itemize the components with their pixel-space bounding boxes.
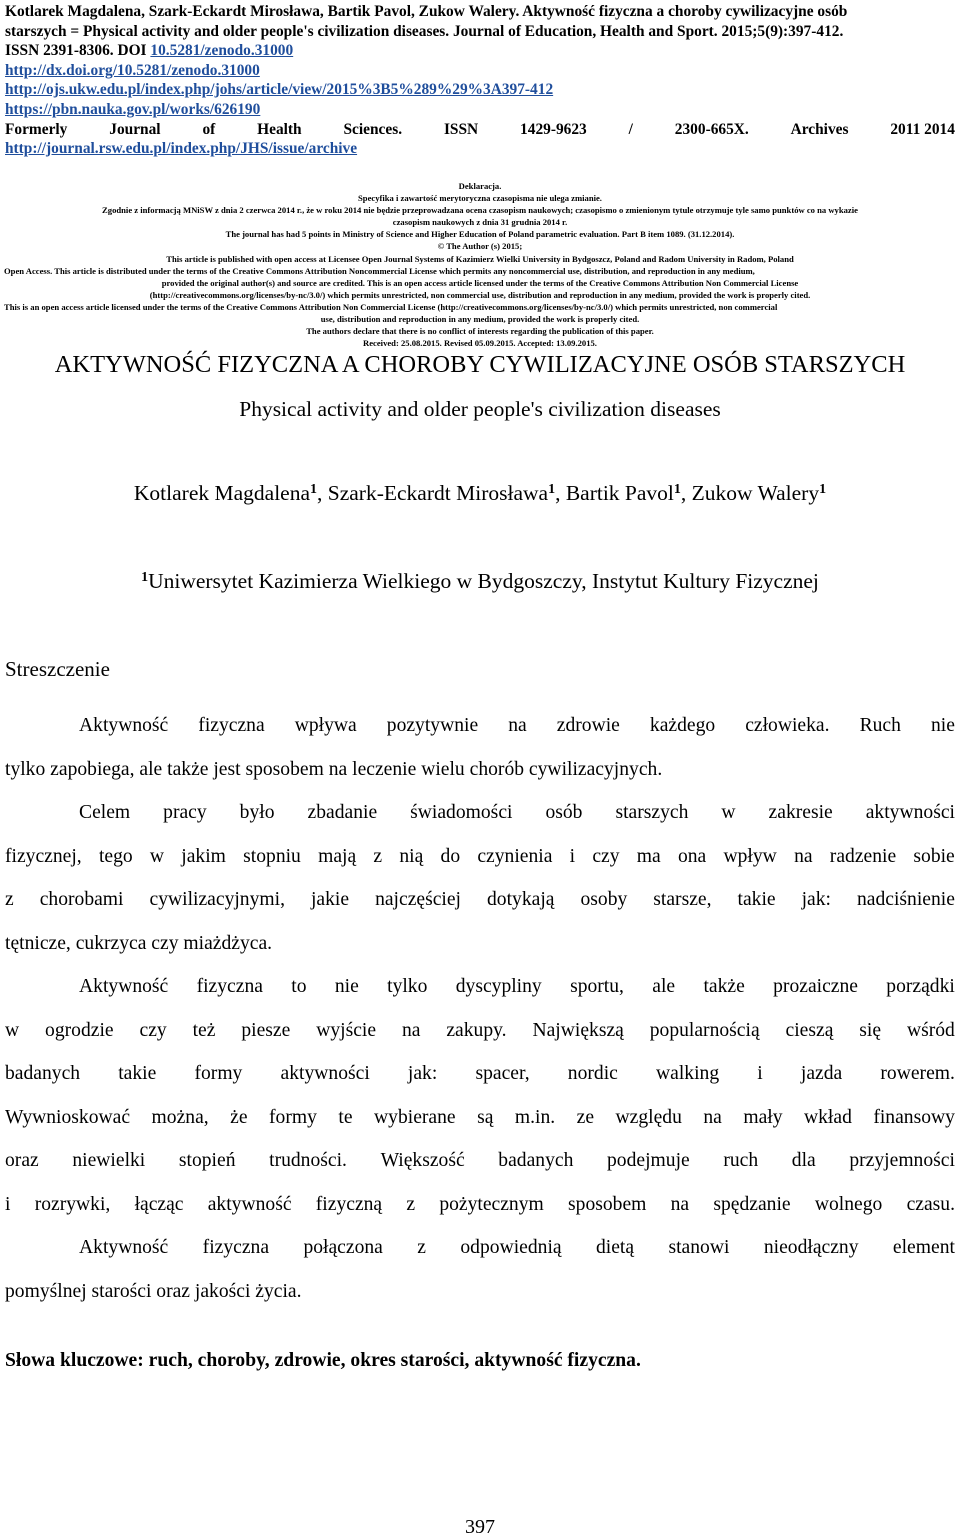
word: Ruch — [859, 715, 901, 736]
word: Największą — [532, 1019, 624, 1041]
word: formy — [194, 1063, 243, 1084]
doi-link[interactable]: 10.5281/zenodo.31000 — [150, 42, 294, 60]
archive-link[interactable]: http://journal.rsw.edu.pl/index.php/JHS/issue/archive — [5, 140, 358, 158]
abstract-line — [5, 1226, 955, 1270]
word: pożytecznym — [439, 1193, 544, 1215]
formerly-line — [5, 120, 955, 140]
formerly-word: Journal — [109, 120, 161, 138]
word: spacer, — [475, 1063, 530, 1084]
word: fizycznej, — [5, 845, 82, 867]
word: spędzanie — [713, 1193, 791, 1215]
word: jakie — [310, 889, 350, 910]
word: rowerem. — [880, 1063, 955, 1084]
word: tylko — [387, 976, 428, 997]
word: nie — [930, 715, 955, 736]
word: się — [859, 1019, 882, 1041]
word: takie — [118, 1063, 157, 1084]
link-line — [5, 100, 955, 120]
word: ogrodzie — [45, 1019, 114, 1041]
word: ale — [652, 976, 676, 997]
word: te — [338, 1106, 353, 1128]
word: zbadanie — [307, 802, 378, 823]
word: dla — [791, 1150, 816, 1171]
declaration-line: This is an open access article licensed under the terms of the Creative Commons Attribution Non Commercial License (http://creativecommons.org/licenses/by-nc/3.0/) which permits unrestricted, non commercial — [4, 301, 778, 312]
word: też — [192, 1019, 216, 1041]
declaration-line: The journal has had 5 points in Ministry of Science and Higher Education of Poland parametric evaluation. Part B item 1089. (31.12.2014). — [225, 229, 735, 240]
word: nie — [334, 976, 359, 997]
article-subtitle: Physical activity and older people's civilization diseases — [239, 397, 721, 421]
word: jazda — [800, 1063, 843, 1084]
word: takie — [737, 889, 776, 910]
word: fizyczna — [196, 976, 263, 997]
word: piesze — [241, 1019, 291, 1041]
word: dyscypliny — [455, 976, 542, 997]
word: na — [703, 1106, 722, 1128]
formerly-word: 2300-665X. — [674, 120, 749, 138]
word: jakim — [181, 845, 226, 867]
word: osób — [545, 802, 583, 823]
declaration-line: Open Access. This article is distributed under the terms of the Creative Commons Attribution Noncommercial License which permits any noncommercial use, distribution, and reproduction in any medium, — [4, 265, 755, 276]
word: każdego — [649, 715, 716, 736]
declaration-line: czasopism naukowych z dnia 31 grudnia 2014 r. — [392, 217, 568, 228]
word: połączona — [303, 1237, 383, 1258]
word: z — [5, 889, 14, 910]
word: nadciśnienie — [856, 889, 955, 910]
word: względu — [615, 1106, 682, 1128]
word: wśród — [906, 1019, 955, 1041]
word: odpowiednią — [460, 1237, 562, 1258]
word: niewielki — [72, 1150, 146, 1171]
word: czy — [139, 1019, 167, 1041]
affiliation-mark: 1 — [141, 570, 149, 585]
word: cywilizacyjnymi, — [149, 889, 285, 910]
ojs-article-link[interactable]: http://ojs.ukw.edu.pl/index.php/johs/article/view/2015%3B5%289%29%3A397-412 — [5, 81, 554, 99]
word: że — [230, 1106, 248, 1128]
pbn-link[interactable]: https://pbn.nauka.gov.pl/works/626190 — [5, 100, 261, 118]
link-line — [5, 139, 955, 159]
word: fizyczną — [315, 1193, 383, 1215]
word: i — [569, 845, 576, 867]
word: m.in. — [514, 1106, 556, 1128]
word: nieodłączny — [763, 1237, 859, 1258]
word: wyjście — [316, 1019, 377, 1041]
affiliation-text: Uniwersytet Kazimierza Wielkiego w Bydgoszczy, Instytut Kultury Fizycznej — [148, 569, 819, 593]
affiliation-mark: 1 — [310, 482, 318, 497]
affiliation-mark: 1 — [673, 482, 681, 497]
declaration-line: © The Author (s) 2015; — [437, 241, 523, 252]
abstract-line — [5, 1139, 955, 1183]
word: z — [417, 1237, 426, 1258]
formerly-word: Archives — [790, 120, 849, 138]
word: dietą — [596, 1237, 635, 1258]
word: mają — [318, 845, 357, 867]
word: Aktywność — [79, 1237, 169, 1258]
word: i — [5, 1193, 11, 1215]
word: łącząc — [134, 1193, 184, 1215]
abstract-line: tętnicze, cukrzyca czy miażdżyca. — [5, 932, 273, 954]
abstract-line — [5, 965, 955, 1009]
word: osoby — [580, 889, 628, 910]
abstract-line — [5, 1052, 955, 1096]
word: czynienia — [477, 845, 553, 867]
author-name: Zukow Walery — [691, 481, 820, 505]
abstract-body — [5, 704, 955, 1313]
abstract-line: pomyślnej starości oraz jakości życia. — [5, 1280, 302, 1302]
word: stopniu — [243, 845, 301, 867]
declaration-line: The authors declare that there is no conflict of interests regarding the publication of this paper. — [306, 326, 654, 337]
author-list — [0, 478, 960, 508]
word: zdrowie — [556, 715, 620, 736]
formerly-word: Health — [257, 120, 302, 138]
word: ze — [576, 1106, 595, 1128]
word: prozaiczne — [773, 976, 858, 997]
word: wpływ — [723, 845, 777, 867]
word: jak: — [407, 1063, 438, 1084]
word: ruch — [723, 1150, 759, 1171]
abstract-line — [5, 704, 955, 748]
author-separator: , — [555, 481, 566, 505]
page-number: 397 — [465, 1516, 495, 1538]
word: nią — [399, 845, 424, 867]
affiliation — [0, 566, 960, 596]
citation-line: starszych = Physical activity and older people's civilization diseases. Journal of Education, Health and Sport. 2015;5(9):397-412. — [5, 22, 844, 40]
word: badanych — [5, 1063, 81, 1084]
author-name: Bartik Pavol — [565, 481, 674, 505]
word: zakupy. — [446, 1019, 507, 1041]
abstract-line: tylko zapobiega, ale także jest sposobem na leczenie wielu chorób cywilizacyjnych. — [5, 758, 663, 780]
formerly-word: ISSN — [443, 120, 479, 138]
word: można, — [151, 1106, 209, 1128]
abstract-line — [5, 1183, 955, 1227]
word: pozytywnie — [386, 715, 479, 736]
word: i — [757, 1063, 763, 1084]
word: cieszą — [785, 1019, 834, 1041]
word: Większość — [380, 1150, 465, 1171]
formerly-word: / — [628, 120, 633, 138]
word: porządki — [886, 976, 955, 997]
word: pracy — [163, 802, 207, 823]
affiliation-mark: 1 — [548, 482, 556, 497]
author-name: Szark-Eckardt Mirosława — [327, 481, 549, 505]
formerly-word: of — [202, 120, 216, 138]
word: świadomości — [410, 802, 513, 823]
word: tego — [98, 845, 133, 867]
issn-doi-text: ISSN 2391-8306. DOI — [5, 42, 151, 60]
affiliation-mark: 1 — [819, 482, 827, 497]
word: zakresie — [768, 802, 833, 823]
abstract-line — [5, 1096, 955, 1140]
word: radzenie — [829, 845, 897, 867]
issn-doi-line — [5, 41, 955, 61]
dx-doi-link[interactable]: http://dx.doi.org/10.5281/zenodo.31000 — [5, 61, 260, 79]
word: było — [239, 802, 275, 823]
declaration-line: Received: 25.08.2015. Revised 05.09.2015. Accepted: 13.09.2015. — [363, 338, 597, 349]
word: Aktywność — [79, 976, 169, 997]
word: człowieka. — [745, 715, 830, 736]
declaration-line: (http://creativecommons.org/licenses/by-nc/3.0/) which permits unrestricted, non commercial use, distribution and reproduction in any medium, provided the work is properly cited. — [149, 289, 811, 300]
article-title: AKTYWNOŚĆ FIZYCZNA A CHOROBY CYWILIZACYJNE OSÓB STARSZYCH — [54, 351, 906, 378]
word: ona — [677, 845, 707, 867]
word: mały — [743, 1106, 783, 1128]
word: także — [703, 976, 745, 997]
word: czasu. — [906, 1193, 955, 1215]
word: czy — [592, 845, 620, 867]
word: wolnego — [814, 1193, 883, 1215]
citation-line: Kotlarek Magdalena, Szark-Eckardt Mirosława, Bartik Pavol, Zukow Walery. Aktywność fizyczna a choroby cywilizacyjne osób — [5, 3, 848, 20]
word: na — [401, 1019, 421, 1041]
formerly-word: 2011 2014 — [890, 120, 955, 138]
word: do — [440, 845, 461, 867]
word: sportu, — [570, 976, 624, 997]
link-line — [5, 80, 955, 100]
abstract-line — [5, 835, 955, 879]
word: wybierane — [374, 1106, 456, 1128]
word: wpływa — [294, 715, 357, 736]
word: walking — [656, 1063, 720, 1084]
word: przyjemności — [849, 1150, 955, 1171]
declaration-line: Specyfika i zawartość merytoryczna czasopisma nie ulega zmianie. — [358, 193, 602, 204]
word: z — [406, 1193, 416, 1215]
formerly-word: Sciences. — [343, 120, 403, 138]
word: rozrywki, — [34, 1193, 111, 1215]
declaration-line: use, distribution and reproduction in any medium, provided the work is properly cited. — [320, 314, 640, 325]
word: Celem — [79, 802, 131, 823]
word: na — [794, 845, 813, 867]
abstract-line — [5, 791, 955, 835]
keywords: Słowa kluczowe: ruch, choroby, zdrowie, okres starości, aktywność fizyczna. — [5, 1350, 641, 1371]
word: ma — [636, 845, 661, 867]
declaration-line: Deklaracja. — [458, 181, 502, 191]
word: w — [721, 802, 736, 823]
declaration-line: provided the original author(s) and source are credited. This is an open access article licensed under the terms of the Creative Commons Attribution Non Commercial License — [161, 277, 799, 288]
word: dotykają — [487, 889, 555, 910]
declaration-block — [4, 180, 956, 349]
word: podejmuje — [607, 1150, 690, 1171]
word: stopień — [178, 1150, 236, 1171]
word: nordic — [567, 1063, 618, 1084]
word: fizyczna — [202, 1237, 270, 1258]
word: są — [477, 1106, 494, 1128]
word: w — [149, 845, 165, 867]
author-separator: , — [317, 481, 328, 505]
declaration-line: Zgodnie z informacją MNiSW z dnia 2 czerwca 2014 r., że w roku 2014 nie będzie przeprowadzana ocena czasopism naukowych; czasopismo o zmienionym tytule otrzymuje tyle samo punktów co na wykazie — [102, 205, 858, 216]
formerly-word: Formerly — [5, 120, 68, 138]
word: fizyczna — [198, 715, 265, 736]
word: sposobem — [568, 1193, 647, 1215]
word: aktywności — [865, 802, 955, 823]
abstract-heading: Streszczenie — [5, 657, 110, 681]
word: badanych — [498, 1150, 574, 1171]
word: element — [892, 1237, 955, 1258]
word: oraz — [5, 1150, 39, 1171]
abstract-line — [5, 1009, 955, 1053]
word: chorobami — [39, 889, 124, 910]
link-line — [5, 61, 955, 81]
word: na — [670, 1193, 690, 1215]
word: z — [373, 845, 383, 867]
abstract-line — [5, 878, 955, 922]
word: stanowi — [668, 1237, 730, 1258]
word: w — [5, 1019, 20, 1041]
word: Aktywność — [79, 715, 169, 736]
word: starszych — [615, 802, 689, 823]
word: trudności. — [269, 1150, 347, 1171]
word: wkład — [803, 1106, 852, 1128]
citation-header — [5, 2, 955, 159]
author-name: Kotlarek Magdalena — [133, 481, 311, 505]
word: popularnością — [649, 1019, 760, 1041]
word: najczęściej — [375, 889, 461, 910]
word: formy — [269, 1106, 317, 1128]
word: aktywność — [207, 1193, 292, 1215]
word: na — [508, 715, 527, 736]
word: sobie — [913, 845, 955, 867]
word: jak: — [801, 889, 831, 910]
word: to — [291, 976, 307, 997]
word: finansowy — [873, 1106, 955, 1128]
word: starsze, — [653, 889, 712, 910]
word: Wywnioskować — [5, 1106, 131, 1128]
author-separator: , — [680, 481, 692, 505]
word: aktywności — [280, 1063, 370, 1084]
declaration-line: This article is published with open access at Licensee Open Journal Systems of Kazimierz Wielki University in Bydgoszcz, Poland and Radom University in Radom, Poland — [166, 253, 794, 264]
formerly-word: 1429-9623 — [520, 120, 587, 138]
